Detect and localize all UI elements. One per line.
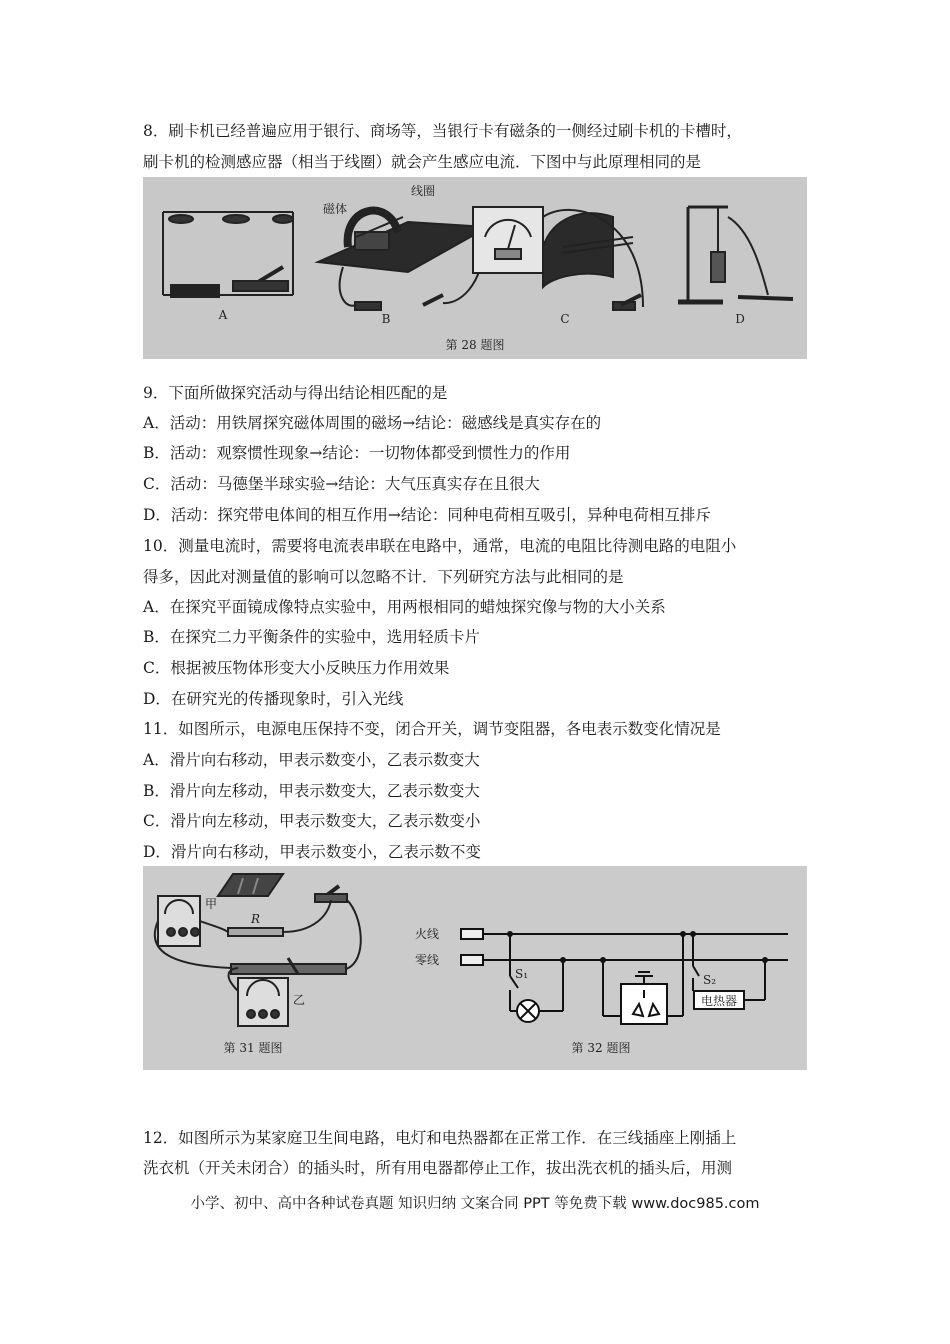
figure-31-label-r: R bbox=[251, 912, 261, 926]
q11-option-d: D．滑片向右移动，甲表示数变小，乙表示数不变 bbox=[143, 843, 481, 861]
q9-option-b: B．活动：观察惯性现象→结论：一切物体都受到惯性力的作用 bbox=[143, 444, 571, 462]
figure-31-label-jia: 甲 bbox=[205, 897, 218, 911]
figure-28-caption: 第 28 题图 bbox=[445, 338, 505, 352]
figure-32-label-s2: S₂ bbox=[703, 973, 717, 987]
figure-28-label-wire: 线圈 bbox=[411, 184, 436, 198]
q10-option-a: A．在探究平面镜成像特点实验中，用两根相同的蜡烛探究像与物的大小关系 bbox=[143, 598, 666, 616]
figure-32-label-heater: 电热器 bbox=[700, 994, 738, 1008]
q11-stem: 11．如图所示，电源电压保持不变，闭合开关，调节变阻器，各电表示数变化情况是 bbox=[143, 720, 721, 738]
q10-option-c: C．根据被压物体形变大小反映压力作用效果 bbox=[143, 659, 450, 677]
q11-option-a: A．滑片向右移动，甲表示数变小，乙表示数变大 bbox=[143, 751, 480, 769]
q8-line1: 8．刷卡机已经普遍应用于银行、商场等，当银行卡有磁条的一侧经过刷卡机的卡槽时， bbox=[143, 122, 742, 140]
figure-32-caption: 第 32 题图 bbox=[571, 1041, 631, 1055]
figure-32-label-s1: S₁ bbox=[515, 967, 529, 981]
figure-28-label-magnet: 磁体 bbox=[323, 202, 348, 216]
figure-28-label-d: D bbox=[735, 312, 745, 326]
q12-line1: 12．如图所示为某家庭卫生间电路，电灯和电热器都在正常工作．在三线插座上刚插上 bbox=[143, 1129, 737, 1147]
figure-31-32 bbox=[143, 866, 807, 1070]
figure-28 bbox=[143, 177, 807, 359]
q9-option-d: D．活动：探究带电体间的相互作用→结论：同种电荷相互吸引，异种电荷相互排斥 bbox=[143, 506, 711, 524]
q10-line1: 10．测量电流时，需要将电流表串联在电路中，通常，电流的电阻比待测电路的电阻小 bbox=[143, 537, 737, 555]
page-footer: 小学、初中、高中各种试卷真题 知识归纳 文案合同 PPT 等免费下载 www.doc985.com bbox=[190, 1196, 760, 1212]
q10-line2: 得多，因此对测量值的影响可以忽略不计．下列研究方法与此相同的是 bbox=[143, 568, 624, 586]
q10-option-d: D．在研究光的传播现象时，引入光线 bbox=[143, 690, 404, 708]
q10-option-b: B．在探究二力平衡条件的实验中，选用轻质卡片 bbox=[143, 628, 480, 646]
q11-option-b: B．滑片向左移动，甲表示数变大，乙表示数变大 bbox=[143, 782, 480, 800]
figure-28-label-a: A bbox=[218, 308, 228, 322]
figure-31-caption: 第 31 题图 bbox=[223, 1041, 283, 1055]
q9-option-c: C．活动：马德堡半球实验→结论：大气压真实存在且很大 bbox=[143, 475, 540, 493]
q9-stem: 9．下面所做探究活动与得出结论相匹配的是 bbox=[143, 384, 448, 402]
q8-line2: 刷卡机的检测感应器（相当于线圈）就会产生感应电流．下图中与此原理相同的是 bbox=[143, 153, 702, 171]
figure-32-label-neutral: 零线 bbox=[415, 953, 440, 967]
q9-option-a: A．活动：用铁屑探究磁体周围的磁场→结论：磁感线是真实存在的 bbox=[143, 414, 602, 432]
figure-28-label-c: C bbox=[560, 312, 570, 326]
figure-28-label-b: B bbox=[381, 312, 391, 326]
figure-32-label-live: 火线 bbox=[415, 927, 440, 941]
q11-option-c: C．滑片向左移动，甲表示数变大，乙表示数变小 bbox=[143, 812, 481, 830]
figure-31-label-yi: 乙 bbox=[293, 993, 306, 1007]
q12-line2: 洗衣机（开关未闭合）的插头时，所有用电器都停止工作，拔出洗衣机的插头后，用测 bbox=[143, 1159, 733, 1177]
